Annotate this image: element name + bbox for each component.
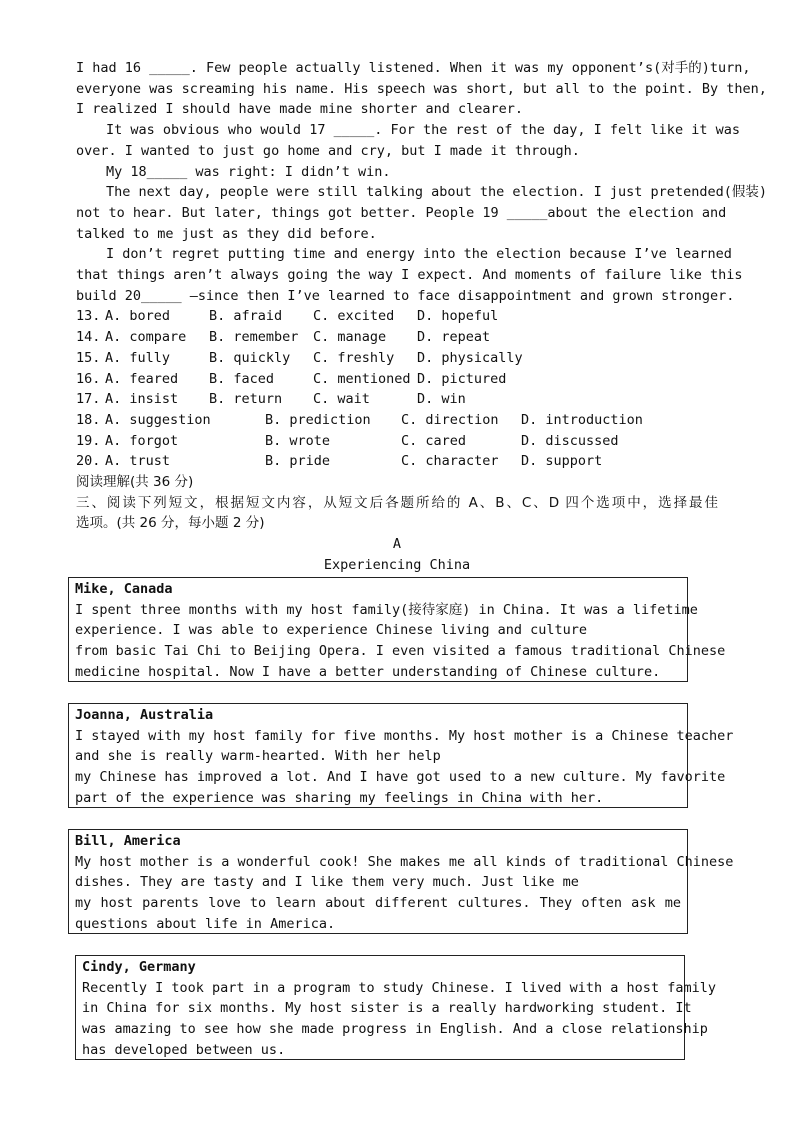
option-b: B. quickly xyxy=(209,349,291,366)
option-d: D. physically xyxy=(417,349,523,366)
question-number: 18. xyxy=(76,411,101,428)
option-b: B. remember xyxy=(209,329,299,346)
option-c: C. direction xyxy=(401,411,499,428)
option-a: A. forgot xyxy=(105,432,179,449)
reading-section-title: 阅读理解(共 36 分) xyxy=(76,474,194,491)
passage-paragraph-1 xyxy=(76,58,767,120)
text-line: over. I wanted to just go home and cry, but I made it through. xyxy=(76,142,580,159)
text-line: my host parents love to learn about different cultures. They often ask me xyxy=(75,895,681,912)
question-number: 20. xyxy=(76,453,101,470)
text-line: my Chinese has improved a lot. And I have got used to a new culture. My favorite xyxy=(75,769,726,786)
option-d: D. hopeful xyxy=(417,308,499,325)
option-b: B. wrote xyxy=(265,432,331,449)
text-line: I stayed with my host family for five months. My host mother is a Chinese teacher xyxy=(75,727,734,744)
testimony-name: Mike, Canada xyxy=(75,581,173,597)
exam-page xyxy=(76,58,767,576)
text-line: from basic Tai Chi to Beijing Opera. I even visited a famous traditional Chinese xyxy=(75,643,726,660)
text-line: Recently I took part in a program to study Chinese. I lived with a host family xyxy=(82,979,716,996)
testimony-box-mike xyxy=(68,577,726,682)
text-line: in China for six months. My host sister is a really hardworking student. It xyxy=(82,1000,692,1017)
text-line: build 20_____ —since then I’ve learned to face disappointment and grown stronger. xyxy=(76,287,735,304)
option-d: D. introduction xyxy=(521,411,643,428)
passage-paragraph-5 xyxy=(76,244,743,306)
text-line: everyone was screaming his name. His speech was short, but all to the point. By then, xyxy=(76,80,767,97)
text-line: talked to me just as they did before. xyxy=(76,225,377,242)
question-row-16 xyxy=(76,369,718,390)
question-row-19 xyxy=(76,431,718,452)
option-c: C. wait xyxy=(313,391,370,408)
text-line: medicine hospital. Now I have a better understanding of Chinese culture. xyxy=(75,663,661,680)
text-line: and she is really warm-hearted. With her help xyxy=(75,748,441,765)
option-a: A. feared xyxy=(105,370,179,387)
option-d: D. repeat xyxy=(417,329,491,346)
text-line: My host mother is a wonderful cook! She makes me all kinds of traditional Chinese xyxy=(75,853,734,870)
text-line: The next day, people were still talking about the election. I just pretended(假装) xyxy=(106,184,767,201)
text-line: was amazing to see how she made progress in English. And a close relationship xyxy=(82,1021,708,1038)
option-b: B. faced xyxy=(209,370,275,387)
question-row-13 xyxy=(76,306,718,327)
option-a: A. compare xyxy=(105,329,187,346)
text-line: I spent three months with my host family(接待家庭) in China. It was a lifetime xyxy=(75,601,698,618)
option-a: A. suggestion xyxy=(105,411,211,428)
question-options xyxy=(76,306,718,472)
option-a: A. fully xyxy=(105,349,171,366)
text-line: not to hear. But later, things got better. People 19 _____about the election and xyxy=(76,204,727,221)
option-d: D. support xyxy=(521,453,603,470)
option-d: D. discussed xyxy=(521,432,619,449)
option-d: D. pictured xyxy=(417,370,507,387)
passage-paragraph-3: My 18_____ was right: I didn’t win. xyxy=(106,163,391,180)
testimony-box-joanna xyxy=(68,703,734,808)
option-c: C. excited xyxy=(313,308,395,325)
option-c: C. freshly xyxy=(313,349,395,366)
text-line: It was obvious who would 17 _____. For the rest of the day, I felt like it was xyxy=(106,122,740,139)
question-row-18 xyxy=(76,410,718,431)
passage-letter: A xyxy=(392,536,402,553)
option-b: B. pride xyxy=(265,453,331,470)
option-a: A. insist xyxy=(105,391,179,408)
text-line: experience. I was able to experience Chinese living and culture xyxy=(75,622,588,639)
option-c: C. cared xyxy=(401,432,467,449)
section-instruction: 三、阅读下列短文，根据短文内容，从短文后各题所给的 A、B、C、D 四个选项中，选择最佳 xyxy=(76,494,718,511)
text-line: that things aren’t always going the way I expect. And moments of failure like this xyxy=(76,267,743,284)
question-number: 19. xyxy=(76,432,101,449)
text-line: has developed between us. xyxy=(82,1041,286,1058)
text-line: questions about life in America. xyxy=(75,915,336,932)
passage-paragraph-2 xyxy=(76,120,740,161)
question-number: 13. xyxy=(76,308,101,325)
option-b: B. prediction xyxy=(265,411,371,428)
passage-paragraph-4 xyxy=(76,182,767,244)
testimony-name: Cindy, Germany xyxy=(82,959,196,975)
question-number: 17. xyxy=(76,391,101,408)
section-instruction-cont: 选项。(共 26 分，每小题 2 分) xyxy=(76,515,265,532)
question-row-20 xyxy=(76,451,718,472)
option-d: D. win xyxy=(417,391,466,408)
option-a: A. bored xyxy=(105,308,171,325)
text-line: part of the experience was sharing my feelings in China with her. xyxy=(75,789,604,806)
question-row-17 xyxy=(76,389,718,410)
text-line: I had 16 _____. Few people actually listened. When it was my opponent’s(对手的)turn, xyxy=(76,60,751,76)
question-number: 14. xyxy=(76,329,101,346)
testimony-box-bill xyxy=(68,829,734,934)
question-number: 15. xyxy=(76,349,101,366)
option-c: C. mentioned xyxy=(313,370,411,387)
text-line: I realized I should have made mine shorter and clearer. xyxy=(76,101,524,118)
testimony-name: Bill, America xyxy=(75,833,181,849)
option-b: B. return xyxy=(209,391,283,408)
question-row-14 xyxy=(76,327,718,348)
testimony-name: Joanna, Australia xyxy=(75,707,214,723)
passage-title: Experiencing China xyxy=(323,556,471,573)
option-b: B. afraid xyxy=(209,308,283,325)
option-c: C. manage xyxy=(313,329,387,346)
option-a: A. trust xyxy=(105,453,171,470)
option-c: C. character xyxy=(401,453,499,470)
text-line: I don’t regret putting time and energy into the election because I’ve learned xyxy=(106,246,732,263)
text-line: dishes. They are tasty and I like them very much. Just like me xyxy=(75,874,579,891)
question-row-15 xyxy=(76,348,718,369)
testimony-box-cindy xyxy=(75,955,716,1060)
question-number: 16. xyxy=(76,370,101,387)
